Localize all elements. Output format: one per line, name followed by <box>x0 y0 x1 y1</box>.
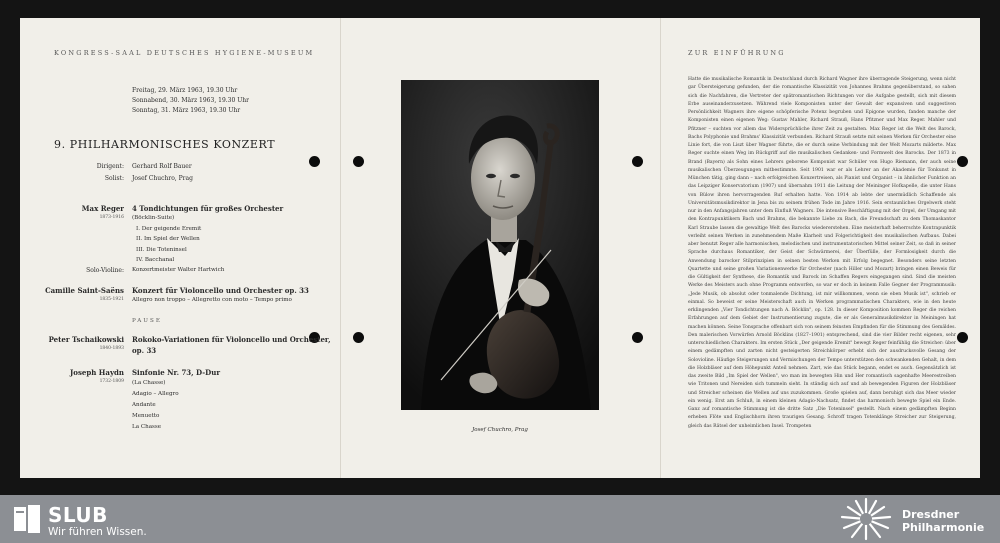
movement-line: La Chasse <box>132 424 162 430</box>
movement-line: Andante <box>132 402 156 408</box>
conductor-label: Dirigent: <box>96 163 124 170</box>
punch-hole <box>309 156 320 167</box>
concert-title: 9. PHILHARMONISCHES KONZERT <box>54 138 276 151</box>
movement-line: (La Chasse) <box>132 380 166 386</box>
punch-hole <box>957 332 968 343</box>
composer-years: 1840-1893 <box>99 346 124 351</box>
composer-name: Peter Tschaikowski <box>48 335 124 344</box>
movement-line: II. Im Spiel der Wellen <box>136 236 200 242</box>
photo-caption: Josef Chuchro, Prag <box>472 427 528 433</box>
work-title: 4 Tondichtungen für großes Orchester <box>132 204 284 213</box>
essay-text: Hatte die musikalische Romantik in Deutschland durch Richard Wagner ihre überragende Steigerung, wenn nicht gar Übersteigerung gefunden, der die romantische Klassizität von Johannes Brahms gegenüberstand, so sahen sich die Nachfahren, die Vertreter der spätromantischen Richtungen vor die Aufgabe gestellt, sich mit diesem Erbe auseinanderzusetzen. Während viele Komponisten unter der Gewalt der expansiven und suggestiven Persönlichkeit Wagners ihre eigene schöpferische Potenz begruben und Epigone wurden, fanden manche der Komponisten einen eigenen Weg: Gustav Mahler, Richard Strauß, Hans Pfitzner und Max Reger. Mahler und Pfitzner – suchten vor allem das Widersprüchliche ihrer Zeit zu gestalten. Max Reger ist die Welt des Barock, Bachs Polyphonie und Brahms' Klassizität verbunden. Richard Strauß setzte mit seinen Werken für Orchester eine Linie fort, die von Liszt über Wagner führte, die er durch seine Verbindung mit der Welt Mozarts milderte. Max Reger suchte einen Weg im Rückgriff auf die musikalischen Gedanken- und Formwelt des Barocks. Der 1873 in Brand (Bayern) als Sohn eines Lehrers geborene Komponist war Schüler von Hugo Riemann, der auch seine musikalischen Überzeugungen mitbestimmte. Seit 1901 war er als Lehrer an der Akademie für Tonkunst in München tätig, ging dann – nach erfolgreichen Konzertreisen, als Pianist und Organist – in ähnlicher Funktion an das Leipziger Konservatorium (1907) und übernahm 1911 die Leitung der Meininger Hofkapelle, die unter Hans von Bülow ihren hervorragenden Ruf erhalten hatte. Von 1914 ab lebte der unermüdlich Schaffende als Universitätsmusikdirektor in Jena bis zu seinem frühen Tode im Jahre 1916. Sein erstaunliches Orgelwerk steht nur in den Anfangsjahren unter dem Einfluß Wagners. Die intensive Beschäftigung mit der Orgel, der Umgang mit den Kontrapunktikern Bach und Brahms, die bekannte Liebe zu Bach, die Freundschaft zu dem Thomaskantor Karl Straube lassen die gewaltige Welt des Barocks wiedererstehen. Eine meisterhaft beherrschte Kontrapunktik verleiht seinen Werken in zunehmendem Maße Klarheit und Folgerichtigkeit des musikalischen Aufbaus. Dabei aber benutzt Reger alle harmonischen, melodischen und instrumentatorischen Mittel seiner Zeit, so daß in seiner Sprache durchaus Romantiker, der Geist der Schwärmerei, der Überfülle, der Formlosigkeit durch die Anwendung barocker Stilprinzipien in seinen besten Werken mit Erfolg begegnet. Besonders seine letzten Quartette und seine großen Variationenwerke für Orchester (nach Hiller und Mozart) bringen einen Beweis für die Gültigkeit der Synthese, die Romantik und Barock im Schaffen Regers eingegangen sind. Sind die meisten Werke des Meisters auch ohne Programm entworfen, so war er doch in keinem Falle Gegner der Programmusik: „Jede Musik, ob absolut oder tonmalende Dichtung, ist mir willkommen, wenn sie eben Musik ist", schrieb er einmal. So beweist er seine Meisterschaft auch in Werken programmatischen Charakters, wie in den heute erklingenden „Vier Tondichtungen nach A. Böcklin", op. 128. In dieser Komposition kommen Reger die reichen Erfahrungen auf dem Gebiet der Instrumentierung zugute, die er als Generalmusikdirektor in Meiningen hat machen können. Seine Tonsprache offenbart sich von seinem feinsten Empfinden für die Stimmung des Gemäldes. Den malerischen Vorwürfen Arnold Böcklins (1827–1901) entsprechend, sind die vier Bilder recht eigenen, sehr unterschiedlichen Charakters. Im ersten Stück „Der geigende Eremit" bewegt Reger feinfühlig die Streicher: über einem gedämpften und zarten nicht gesteigerten Streichkörper erhebt sich der ausdrucksvolle Gesang der Solovioline. Häufige Steigerungen und Vermischungen der Tempo unterstützen den schwankenden Gehalt, in dem die Holzbläser auf dem Höhepunkt Anteil nehmen. Zart, wie das Stück begann, endet es auch. Gegensätzlich ist das zweite Bild „Im Spiel der Wellen", wo man im bewegten Hin und Her romantisch sagenhafte Meerestreiben wie Tritonen und Nereiden sich tummeln sieht. In ständig sich auf und ab bewegenden Figuren der Holzbläser und Streicher scheinen die Wellen auf uns zuzukommen. Große spielen auf, dann beruhigt sich das Meer wieder ein wenig. Erst am Schluß, in einem kleinen Adagio-Nachsatz, findet das harmonisch bewegte Spiel ein Ende. Ganz auf romantische Stimmung ist die dritte Satz „Die Toteninsel" gestellt. Nach einem gedämpften Beginn erheben Flöte und Englischhorn ihren traurigen Gesang. Schroff tragen Totenklänge Streicher zur Steigerung, gleich das Rätsel der unheimlichen Insel. Trompeten <box>688 77 956 429</box>
work-title: Sinfonie Nr. 73, D-Dur <box>132 368 221 377</box>
fold-line-right <box>660 18 661 478</box>
cellist-photo <box>401 80 599 410</box>
essay-header: ZUR EINFÜHRUNG <box>688 49 786 57</box>
philharmonie-line2: Philharmonie <box>902 521 985 534</box>
solo-violin-name: Konzertmeister Walter Hartwich <box>132 267 225 273</box>
movement-line: Adagio – Allegro <box>132 391 179 397</box>
date-line: Sonnabend, 30. März 1963, 19.30 Uhr <box>132 97 250 104</box>
composer-name: Joseph Haydn <box>70 368 124 377</box>
composer-years: 1873-1916 <box>99 215 124 220</box>
fold-line-left <box>340 18 341 478</box>
tempo-line: Allegro non troppo – Allegretto con moto – Tempo primo <box>132 297 292 303</box>
program-sheet <box>20 18 980 478</box>
venue-header: KONGRESS-SAAL DEUTSCHES HYGIENE-MUSEUM <box>54 49 315 57</box>
punch-hole <box>957 156 968 167</box>
punch-hole <box>353 156 364 167</box>
date-line: Freitag, 29. März 1963, 19.30 Uhr <box>132 87 238 94</box>
punch-hole <box>353 332 364 343</box>
pause-label: PAUSE <box>132 318 162 324</box>
slub-brand: SLUB <box>48 503 108 527</box>
movement-line: I. Der geigende Eremit <box>136 226 202 232</box>
philharmonie-name <box>902 508 984 534</box>
conductor-name: Gerhard Rolf Bauer <box>132 163 192 170</box>
punch-hole <box>632 156 643 167</box>
work-title-cont: op. 33 <box>132 346 157 355</box>
composer-name: Max Reger <box>81 204 124 213</box>
philharmonie-line1: Dresdner <box>902 508 960 521</box>
slub-logo-icon <box>12 503 42 535</box>
punch-hole <box>632 332 643 343</box>
movement-line: Menuetto <box>132 413 160 419</box>
soloist-label: Solist: <box>104 175 124 182</box>
footer-banner <box>0 495 1000 543</box>
movement-line: IV. Bacchanal <box>136 257 175 263</box>
solo-violin-label: Solo-Violine: <box>86 267 124 274</box>
composer-years: 1732-1809 <box>99 379 124 384</box>
work-subtitle: (Böcklin-Suite) <box>132 215 175 221</box>
soloist-name: Josef Chuchro, Prag <box>132 175 193 182</box>
cellist-portrait-illustration <box>401 80 599 410</box>
date-line: Sonntag, 31. März 1963, 19.30 Uhr <box>132 107 241 114</box>
movement-line: III. Die Toteninsel <box>136 247 187 253</box>
work-title: Konzert für Violoncello und Orchester op. 33 <box>132 286 309 295</box>
composer-name: Camille Saint-Saëns <box>45 286 124 295</box>
philharmonie-sunburst-icon <box>838 497 894 541</box>
slub-tagline: Wir führen Wissen. <box>48 526 147 538</box>
work-title: Rokoko-Variationen für Violoncello und Orchester, <box>132 335 331 344</box>
composer-years: 1835-1921 <box>99 297 124 302</box>
